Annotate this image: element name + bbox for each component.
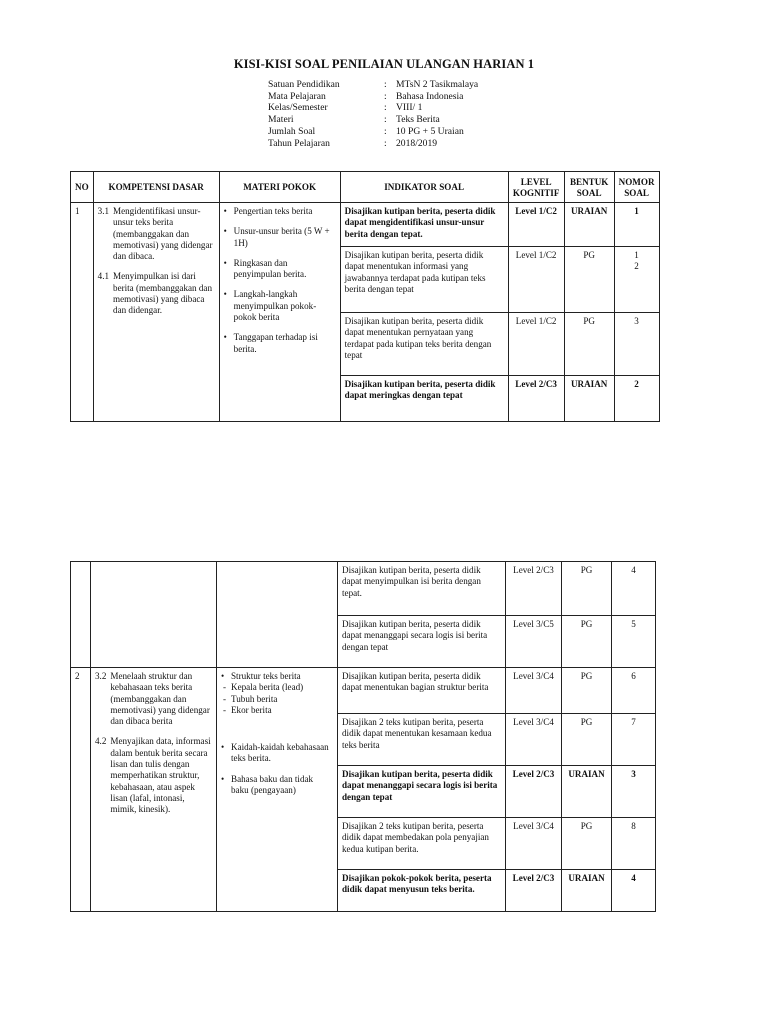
cell-indikator: Disajikan kutipan berita, peserta didik dapat menentukan pernyataan yang terdapat pada kutipan teks berita dengan tepat [340,313,508,376]
cell-materi-pokok [219,203,340,422]
table-row [71,668,656,714]
cell-indikator: Disajikan kutipan berita, peserta didik dapat menyimpulkan isi berita dengan tepat. [338,562,506,616]
cell-level: Level 3/C5 [506,616,562,668]
cell-indikator: Disajikan kutipan berita, peserta didik dapat mengidentifikasi unsur-unsur berita dengan tepat. [340,203,508,247]
cell-bentuk: PG [562,616,612,668]
kd-item: 4.2 Menyajikan data, informasi dalam bentuk berita secara lisan dan tulis dengan memperhatikan struktur, kebahasaan, atau aspek lisan (lafal, intonasi, mimik, kinesik). [95,736,211,815]
materi-item: • Ringkasan dan penyimpulan berita. [224,258,336,281]
cell-nomor: 6 [612,668,656,714]
materi-item: • Kaidah-kaidah kebahasaan teks berita. [221,742,333,765]
cell-nomor: 8 [612,818,656,870]
meta-row: Satuan Pendidikan : MTsN 2 Tasikmalaya [268,79,479,90]
cell-kompetensi-dasar [93,203,219,422]
cell-indikator: Disajikan kutipan berita, peserta didik dapat menanggapi secara logis isi berita dengan tepat [338,616,506,668]
meta-row: Tahun Pelajaran : 2018/2019 [268,137,438,149]
cell-nomor: 7 [612,714,656,766]
header-bentuk-soal: BENTUK SOAL [564,172,614,203]
materi-item: • Unsur-unsur berita (5 W + 1H) [224,226,336,249]
cell-level: Level 1/C2 [508,313,564,376]
cell-bentuk: PG [562,714,612,766]
document-meta [268,79,478,149]
materi-item: • Langkah-langkah menyimpulkan pokok-pokok berita [224,289,336,323]
meta-row: Mata Pelajaran : Bahasa Indonesia [268,90,464,102]
cell-level: Level 3/C4 [506,668,562,714]
cell-indikator: Disajikan pokok-pokok berita, peserta didik dapat menyusun teks berita. [338,870,506,912]
meta-row: Kelas/Semester : VIII/ 1 [268,102,423,114]
cell-indikator: Disajikan 2 teks kutipan berita, peserta didik dapat menentukan kesamaan kedua teks berita [338,714,506,766]
cell-nomor: 3 [612,766,656,818]
cell-indikator: Disajikan kutipan berita, peserta didik dapat menentukan bagian struktur berita [338,668,506,714]
meta-row: Materi : Teks Berita [268,114,440,126]
table-row [71,562,656,616]
kd-item: 4.1 Menyimpulkan isi dari berita (membanggakan dan memotivasi) yang dibaca dan didengar. [97,271,212,316]
materi-item: • Bahasa baku dan tidak baku (pengayaan) [221,774,333,797]
cell-no: 2 [71,668,91,912]
header-nomor-soal: NOMOR SOAL [614,172,659,203]
cell-level: Level 2/C3 [506,562,562,616]
cell-kompetensi-dasar [91,668,217,912]
header-no: NO [71,172,94,203]
cell-nomor: 5 [612,616,656,668]
kisi-kisi-table-page-2 [70,561,656,912]
cell-level: Level 3/C4 [506,714,562,766]
header-level-kognitif: LEVEL KOGNITIF [508,172,564,203]
header-kompetensi-dasar: KOMPETENSI DASAR [93,172,219,203]
table-header-row [71,172,660,203]
cell-bentuk: PG [564,247,614,313]
cell-bentuk: URAIAN [564,203,614,247]
kd-item: 3.1 Mengidentifikasi unsur-unsur teks berita (membanggakan dan memotivasi) yang didengar dan dibaca. [97,206,213,262]
cell-bentuk: PG [564,313,614,376]
cell-level: Level 1/C2 [508,247,564,313]
cell-nomor: 1 2 [614,247,659,313]
cell-bentuk: URAIAN [562,766,612,818]
kisi-kisi-table-page-1 [70,171,660,422]
cell-level: Level 2/C3 [508,376,564,422]
cell-bentuk: PG [562,562,612,616]
cell-indikator: Disajikan 2 teks kutipan berita, peserta didik dapat membedakan pola penyajian kedua kutipan berita. [338,818,506,870]
cell-bentuk: URAIAN [564,376,614,422]
materi-item: • Struktur teks berita [221,671,333,682]
meta-row: Jumlah Soal : 10 PG + 5 Uraian [268,125,464,137]
cell-indikator: Disajikan kutipan berita, peserta didik dapat menentukan informasi yang jawabannya terdapat pada kutipan teks berita dengan tepat [340,247,508,313]
cell-no: 1 [71,203,94,422]
cell-bentuk: PG [562,668,612,714]
materi-subitem: - Kepala berita (lead) [221,682,333,693]
header-indikator-soal: INDIKATOR SOAL [340,172,508,203]
table-row [71,203,660,247]
cell-materi-pokok [217,562,338,668]
cell-nomor: 4 [612,870,656,912]
cell-bentuk: PG [562,818,612,870]
materi-list [224,206,336,355]
cell-materi-pokok [217,668,338,912]
cell-nomor: 4 [612,562,656,616]
cell-nomor: 3 [614,313,659,376]
materi-subitem: - Tubuh berita [221,694,333,705]
materi-list [221,671,333,796]
cell-nomor: 2 [614,376,659,422]
cell-bentuk: URAIAN [562,870,612,912]
cell-level: Level 2/C3 [506,870,562,912]
document-title: KISI-KISI SOAL PENILAIAN ULANGAN HARIAN 1 [233,57,535,71]
header-materi-pokok: MATERI POKOK [219,172,340,203]
cell-no [71,562,91,668]
cell-indikator: Disajikan kutipan berita, peserta didik dapat menanggapi secara logis isi berita dengan tepat [338,766,506,818]
cell-indikator: Disajikan kutipan berita, peserta didik dapat meringkas dengan tepat [340,376,508,422]
materi-subitem: - Ekor berita [221,705,333,716]
cell-kompetensi-dasar [91,562,217,668]
cell-level: Level 2/C3 [506,766,562,818]
kd-item: 3.2 Menelaah struktur dan kebahasaan teks berita (membanggakan dan memotivasi) yang didengar dan dibaca berita [95,671,210,727]
cell-level: Level 1/C2 [508,203,564,247]
materi-item: • Tanggapan terhadap isi berita. [224,332,336,355]
materi-item: • Pengertian teks berita [224,206,336,217]
cell-level: Level 3/C4 [506,818,562,870]
cell-nomor: 1 [614,203,659,247]
